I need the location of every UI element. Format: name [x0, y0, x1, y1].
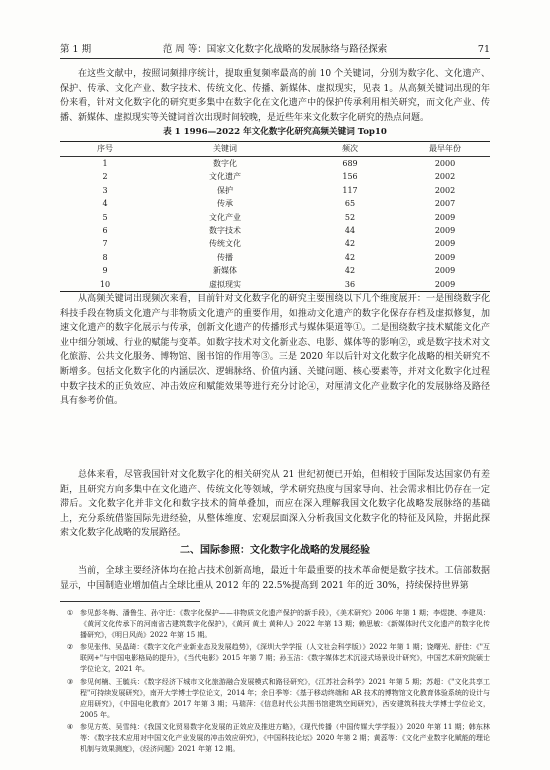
column-header: 关键词 — [213, 144, 237, 153]
body-paragraph-1 — [60, 67, 490, 125]
table-cell: 4 — [102, 199, 108, 209]
table-row — [60, 224, 490, 237]
table-cell: 文化遗产 — [209, 172, 241, 182]
table-cell: 2000 — [434, 159, 456, 168]
table-cell: 2009 — [434, 252, 456, 262]
footnote-mark: ② — [66, 643, 74, 652]
footnotes — [60, 608, 490, 756]
footnote-mark: ③ — [66, 677, 74, 686]
paragraph-text: 当前，全球主要经济体均在抢占技术创新高地，最近十年最重要的技术革命便是数字技术。工信部数据显示，中国制造业增加值占全球比重从 2012 年的 22.5%提高到 2021 年的近 30%，持续保持世界第 — [60, 566, 490, 591]
table-row — [60, 170, 490, 183]
table-row — [60, 251, 490, 264]
table-cell: 2009 — [434, 212, 456, 222]
footnote-mark: ① — [66, 609, 74, 617]
column-header: 最早年份 — [429, 144, 461, 153]
table-cell: 52 — [344, 212, 356, 222]
table-cell: 2 — [102, 172, 108, 182]
table-row — [60, 278, 490, 291]
table-cell: 2002 — [434, 172, 456, 182]
running-header — [60, 44, 490, 59]
body-paragraph-4 — [60, 564, 490, 593]
paragraph-text: 总体来看，尽管我国针对文化数字化的相关研究从 21 世纪初便已开始，但相较于国际发达国家仍有差距，且研究方向多集中在文化遗产、传统文化等领域，学术研究热度与国家导向、社会需求相比仍存在一定滞后。文化数字化并非文化和数字技术的简单叠加，而应在深入理解我国文化数字化战略发展脉络的基础上，充分系统借鉴国际先进经验，从整体维度、宏观层面深入分析我国文化数字化的特征及风险，并据此探索文化数字化战略的发展路径。 — [60, 470, 490, 539]
column-header: 频次 — [342, 144, 358, 153]
table-cell: 2007 — [434, 199, 456, 209]
table-row — [60, 157, 490, 170]
page-number: 71 — [477, 44, 490, 55]
paragraph-text: 从高频关键词出现频次来看，目前针对文化数字化的研究主要围绕以下几个维度展开：一是围绕数字化科技手段在物质文化遗产与非物质文化遗产的重要作用，如推动文化遗产的数字化保存存档及虚拟修复，加速文化遗产的数字化展示与传承，创新文化遗产的传播形式与媒体渠道等①。二是围绕数字技术赋能文化产业中细分领域、行业的赋能与变革。如数字技术对文化新业态、电影、媒体等的影响②，或是数字技术对文化旅游、公共文化服务、博物馆、图书馆的作用等③。三是 2020 年以后针对文化数字化战略的相关研究不断增多。包括文化数字化的内涵层次、逻辑脉络、价值内涵、关键问题、核心要素等，并对文化数字化过程中数字技术的正负效应、冲击效应和赋能效果等进行充分讨论④，对厘清文化产业数字化的发展脉络及路径具有参考价值。 — [60, 294, 490, 407]
table-row — [60, 237, 490, 250]
table-cell: 文化产业 — [209, 212, 241, 222]
table-cell: 65 — [344, 199, 356, 209]
footnote-divider — [60, 601, 200, 602]
table-cell: 8 — [102, 252, 108, 262]
table-cell: 2002 — [434, 185, 456, 195]
table-header-row — [60, 142, 490, 157]
table-cell: 156 — [342, 172, 358, 182]
footnote-text: 参见彭冬梅、潘鲁生、孙守迁：《数字化保护——非物质文化遗产保护的新手段》，《美术研究》2006 年第 1 期；李煜捷、李建凤：《黄河文化传承下的河南省古建筑数字化保护》，《黄河 黄土 黄种人》2022 年第 13 期；赖思敏：《新媒体时代文化遗产的数字化传播研究》，《明日风尚》2022 年第 15 期。 — [80, 609, 490, 640]
table-cell: 新媒体 — [213, 266, 237, 276]
table-cell: 2009 — [434, 239, 456, 249]
column-header: 序号 — [97, 144, 113, 153]
table-cell: 9 — [102, 266, 108, 276]
keyword-table — [60, 141, 490, 292]
footnote — [60, 608, 490, 641]
table-cell: 数字技术 — [209, 225, 241, 235]
table-cell: 2009 — [434, 266, 456, 276]
table-cell: 1 — [102, 159, 108, 168]
table-cell: 虚拟现实 — [209, 279, 241, 289]
table-cell: 传播 — [217, 252, 233, 262]
table-caption: 表 1 1996—2022 年文化数字化研究高频关键词 Top10 — [163, 127, 387, 137]
table-cell: 传统文化 — [209, 239, 241, 249]
table-cell: 42 — [344, 252, 356, 262]
footnote-text: 参见何楠、王毓兵：《数字经济下城市文化旅游融合发展模式和路径研究》，《江苏社会科学》2021 年第 5 期；苏超：《"文化共享工程"可持续发展研究》，南开大学博士学位论文，2014 年；余日季等：《基于移动终端和 AR 技术的博物馆文化教育体验系统的设计与应用研究》，《中国电化教育》2017 年第 3 期；马瑞萍：《信息时代公共图书馆建筑空间研究》，西安建筑科技大学博士学位论文，2005 年。 — [80, 677, 490, 719]
table-cell: 42 — [344, 266, 356, 276]
table-cell: 36 — [344, 279, 356, 289]
section-heading: 二、国际参照：文化数字化战略的发展经验 — [180, 545, 370, 556]
table-cell: 44 — [344, 225, 356, 235]
footnote-text: 参见张伟、吴晶琦：《数字文化产业新业态及发展趋势》，《深圳大学学报（人文社会科学版）》2022 年第 1 期；饶曙光、舒佳：《"互联网+"与中国电影格局的提升》，《当代电影》2015 年第 7 期；孙玉洁：《数字媒体艺术沉浸式场景设计研究》，中国艺术研究院硕士学位论文，2021 年。 — [80, 643, 490, 674]
footnote — [60, 642, 490, 675]
table-row — [60, 197, 490, 210]
table-cell: 117 — [342, 185, 358, 195]
table-cell: 传承 — [217, 199, 233, 209]
table-cell: 42 — [344, 239, 356, 249]
paragraph-text: 在这些文献中，按照词频排序统计，提取重复频率最高的前 10 个关键词，分别为数字化、文化遗产、保护、传承、文化产业、数字技术、传统文化、传播、新媒体、虚拟现实，见表 1。从高频关键词出现的年份来看，针对文化数字化的研究更多集中在数字化在文化遗产中的保护传承利用相关研究，而文化产业、传播、新媒体、虚拟现实等关键词首次出现时间较晚，是近些年来文化数字化研究的热点问题。 — [60, 69, 490, 123]
footnote — [60, 677, 490, 721]
table-row — [60, 211, 490, 224]
issue-number: 第 1 期 — [60, 44, 92, 55]
footnote-text: 参见方英、吴雪纯：《我国文化贸易数字化发展的正效应及推进方略》，《现代传播（中国传媒大学学报）》2020 年第 11 期；韩东林等：《数字技术应用对中国文化产业发展的冲击效应研究》，《中国科技论坛》2020 年第 2 期；黄蕊等：《文化产业数字化赋能的理论机制与效果测度》，《经济问题》2021 年第 12 期。 — [80, 722, 490, 754]
table-body — [60, 157, 490, 291]
body-paragraph-3 — [60, 468, 490, 541]
table-cell: 2009 — [434, 225, 456, 235]
table-cell: 6 — [102, 225, 108, 235]
table-cell: 3 — [102, 185, 108, 195]
table-row — [60, 184, 490, 197]
footnote-mark: ④ — [66, 722, 74, 731]
body-paragraph-2 — [60, 292, 490, 409]
table-cell: 5 — [102, 212, 108, 222]
table-row — [60, 264, 490, 277]
table-cell: 7 — [102, 239, 108, 249]
running-title: 范 周 等：国家文化数字化战略的发展脉络与路径探索 — [162, 44, 388, 55]
table-cell: 数字化 — [213, 159, 237, 168]
footnote — [60, 722, 490, 755]
table-cell: 10 — [99, 279, 111, 289]
table-cell: 689 — [342, 159, 358, 168]
table-cell: 2009 — [434, 279, 456, 289]
table-cell: 保护 — [217, 185, 233, 195]
